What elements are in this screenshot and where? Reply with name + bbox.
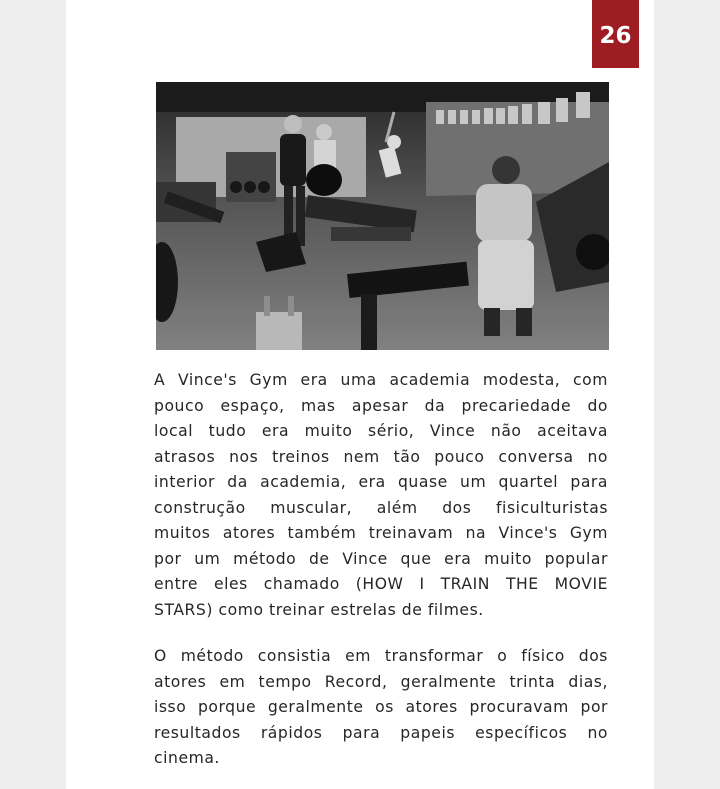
paragraph-line: interior da academia, era quase um quartel para	[154, 473, 608, 491]
paragraph-line: isso porque geralmente os atores procuravam por	[154, 698, 608, 716]
paragraph-line: pouco espaço, mas apesar da precariedade do	[154, 396, 608, 415]
paragraph-line: muitos atores também treinavam na Vince's Gym	[154, 524, 608, 542]
gym-photo-image	[156, 82, 609, 350]
paragraph-1	[154, 368, 608, 623]
paragraph-line: A Vince's Gym era uma academia modesta, com	[154, 371, 608, 389]
page-number-badge	[592, 0, 639, 68]
paragraph-line: atores em tempo Record, geralmente trinta dias,	[154, 672, 608, 691]
paragraph-line: resultados rápidos para papeis específicos no	[154, 723, 608, 742]
paragraph-line: cinema.	[154, 749, 220, 767]
paragraph-line: STARS) como treinar estrelas de filmes.	[154, 600, 484, 619]
paragraph-line: O método consistia em transformar o físico dos	[154, 647, 608, 665]
page-number: 26	[599, 22, 632, 49]
paragraph-line: por um método de Vince que era muito popular	[154, 549, 608, 568]
gym-photo	[156, 82, 609, 350]
paragraph-line: construção muscular, além dos fisiculturistas	[154, 498, 608, 517]
paragraph-2	[154, 644, 608, 772]
paragraph-line: entre eles chamado (HOW I TRAIN THE MOVIE	[154, 575, 608, 593]
paragraph-line: local tudo era muito sério, Vince não aceitava	[154, 422, 608, 440]
paragraph-line: atrasos nos treinos nem tão pouco conversa no	[154, 447, 608, 466]
